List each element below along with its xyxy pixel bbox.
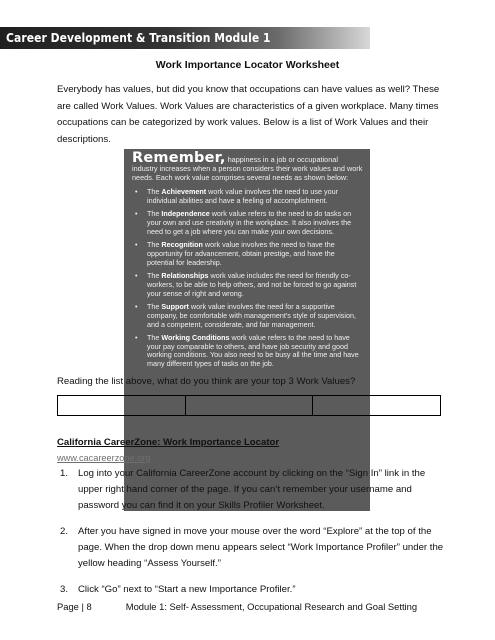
bullet-icon: •: [135, 209, 138, 218]
worksheet-title: Work Importance Locator Worksheet: [155, 59, 340, 71]
bullet-icon: •: [135, 301, 138, 311]
module-header-bar: [0, 27, 370, 49]
careerzone-link[interactable]: www.cacareerzone.org: [57, 453, 151, 463]
instruction-steps: [57, 466, 447, 608]
answer-table: [57, 395, 441, 416]
top-values-question: Reading the list above, what do you think are your top 3 Work Values?: [57, 376, 356, 387]
module-header-title: Career Development & Transition Module 1: [6, 30, 271, 45]
work-value-item: • The Independence work value refers to the need to do tasks on your own and use creativity in the workplace. It also involves the need to get a job where you can make your own decisions.: [135, 209, 352, 236]
work-value-term: Working Conditions: [161, 332, 230, 342]
remember-lead-text: happiness in a job or occupational industry increases when a person considers their work values and work needs. Each work value comprises several needs as shown below:: [132, 155, 363, 182]
work-values-list: [132, 188, 363, 369]
work-value-term: Independence: [161, 209, 210, 218]
work-value-term: Relationships: [161, 270, 209, 280]
remember-heading: Remember,: [132, 150, 226, 166]
careerzone-title: California CareerZone: Work Importance Locator: [57, 437, 280, 448]
work-value-term: Achievement: [161, 187, 207, 196]
work-value-item: • The Recognition work value involves the need to have the opportunity for advancement, obtain prestige, and have the potential for leadership.: [135, 239, 335, 267]
bullet-icon: •: [135, 270, 138, 280]
remember-lead: [132, 150, 363, 182]
answer-cell-1[interactable]: [58, 396, 186, 415]
page-footer: [57, 601, 417, 612]
work-value-item: • The Relationships work value includes the need for friendly co-workers, to be able to help others, and not be forced to go against your sense of right and wrong.: [135, 270, 357, 298]
work-value-term: Recognition: [161, 239, 203, 249]
answer-cell-2[interactable]: [186, 396, 314, 415]
bullet-icon: •: [135, 332, 138, 342]
page-number: Page | 8: [57, 601, 92, 612]
step-item: 3. Click “Go” next to “Start a new Importance Profiler.”: [60, 584, 296, 595]
work-value-item: • The Achievement work value involves the need to use your individual abilities and have a feeling of accomplishment.: [135, 187, 338, 205]
work-value-term: Support: [161, 301, 189, 311]
footer-module-title: Module 1: Self- Assessment, Occupational Research and Goal Setting: [125, 601, 418, 612]
intro-paragraph: Everybody has values, but did you know that occupations can have values as well? These are called Work Values. Work Values are characteristics of a given workplace. Many times occupations can be categorized by work values. Below is a list of Work Values and their descriptions.: [57, 84, 440, 145]
bullet-icon: •: [135, 239, 138, 249]
step-item: 1. Log into your California CareerZone account by clicking on the “Sign In” link in the upper right hand corner of the page. If you can’t remember your username and password you can find it on your Skills Profiler Worksheet.: [60, 468, 426, 511]
work-value-item: • The Working Conditions work value refers to the need to have your pay comparable to others, and have job security and good working conditions. You also need to be busy all the time and have many different types of tasks on the job.: [135, 332, 359, 369]
work-value-item: • The Support work value involves the need for a supportive company, be comfortable with management's style of supervision, and a competent, considerate, and fair management.: [135, 301, 356, 329]
remember-box: [124, 149, 370, 511]
answer-cell-3[interactable]: [313, 396, 440, 415]
bullet-icon: •: [135, 187, 138, 196]
step-item: 2. After you have signed in move your mouse over the word “Explore” at the top of the page. When the drop down menu appears select “Work Importance Profiler” under the yellow heading “Assess Yourself.”: [60, 526, 444, 569]
